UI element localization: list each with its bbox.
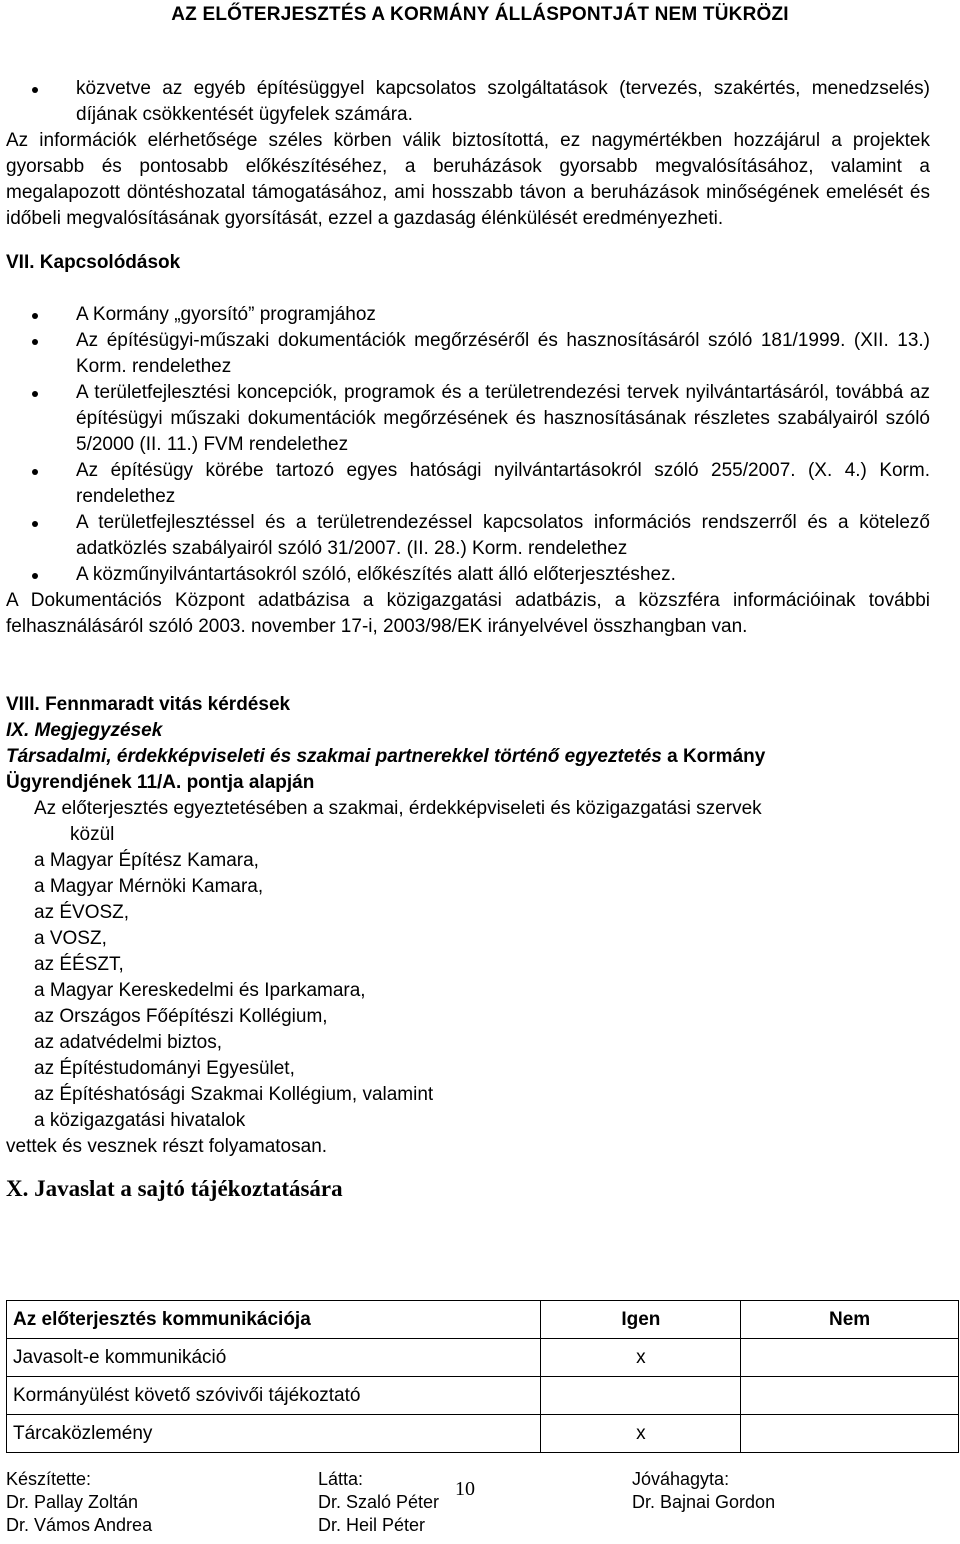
list-item (6, 510, 930, 562)
list-item: az adatvédelmi biztos, (34, 1032, 222, 1053)
list-item: az Építéstudományi Egyesület, (34, 1058, 295, 1079)
section-8-title: VIII. Fennmaradt vitás kérdések (6, 694, 291, 715)
table-header: Az előterjesztés kommunikációja (7, 1301, 541, 1339)
list-item: az ÉÉSZT, (34, 954, 124, 975)
table-row (7, 1339, 959, 1377)
list-item: a VOSZ, (34, 928, 107, 949)
table-cell: Tárcaközlemény (7, 1415, 541, 1453)
list-item-text: A közműnyilvántartásokról szóló, előkészítés alatt álló előterjesztéshez. (76, 564, 676, 585)
list-item-text: A területfejlesztési koncepciók, programok és a területrendezési tervek nyilvántartásáról, továbbá az építésügyi műszaki dokumentációk megőrzésének és hasznosításának részletes szabályairól szóló 5/2000 (II. 11.) FVM rendelethez (76, 382, 930, 455)
section-9-lead: Az előterjesztés egyeztetésében a szakmai, érdekképviseleti és közigazgatási szervek (34, 798, 762, 819)
table-cell: Kormányülést követő szóvivői tájékoztató (7, 1377, 541, 1415)
list-item-text: A Kormány „gyorsító” programjához (76, 304, 376, 325)
signature-label: Jóváhagyta: (632, 1469, 730, 1489)
list-item: az Építéshatósági Szakmai Kollégium, valamint (34, 1084, 434, 1105)
list-item: a Magyar Kereskedelmi és Iparkamara, (34, 980, 366, 1001)
list-item-text: A területfejlesztéssel és a területrendezéssel kapcsolatos információs rendszerről és a kötelező adatközlés szabályairól szóló 31/2007. (II. 28.) Korm. rendelethez (76, 512, 930, 559)
table-header-row (7, 1301, 959, 1339)
list-item: a Magyar Építész Kamara, (34, 850, 259, 871)
table-cell (741, 1415, 959, 1453)
section-9-title: IX. Megjegyzések (6, 720, 163, 741)
signature-label: Látta: (318, 1469, 364, 1489)
list-item (6, 458, 930, 510)
section-9-outro: vettek és vesznek részt folyamatosan. (6, 1136, 328, 1157)
signature-name: Dr. Vámos Andrea (6, 1515, 153, 1535)
section-7-title: VII. Kapcsolódások (6, 252, 181, 273)
signature-label: Készítette: (6, 1469, 92, 1489)
section-7-closing: A Dokumentációs Központ adatbázisa a közigazgatási adatbázis, a közszféra információinak további felhasználásáról szóló 2003. november 17-i, 2003/98/EK irányelvével összhangban van. (6, 590, 930, 637)
confidentiality-header: AZ ELŐTERJESZTÉS A KORMÁNY ÁLLÁSPONTJÁT NEM TÜKRÖZI (171, 4, 789, 25)
list-item (6, 328, 930, 380)
list-item: az Országos Főépítészi Kollégium, (34, 1006, 328, 1027)
intro-paragraph: Az információk elérhetősége széles körben válik biztosítottá, ez nagymértékben hozzájárul a projektek gyorsabb és pontosabb előkészítéséhez, a beruházások gyorsabb megvalósításához, valamint a megalapozott döntéshozatal támogatásához, ami hosszabb távon a beruházások minőségének emelését és időbeli megvalósításának gyorsítását, ezzel a gazdaság élénkülését eredményezheti. (6, 130, 930, 229)
intro-bullet (6, 76, 930, 128)
signature-name: Dr. Bajnai Gordon (632, 1492, 776, 1512)
list-item: a közigazgatási hivatalok (34, 1110, 246, 1131)
bullet-icon (32, 521, 38, 527)
subtitle-italic: Társadalmi, érdekképviseleti és szakmai partnerekkel történő egyeztetés (6, 746, 662, 767)
signature-name: Dr. Pallay Zoltán (6, 1492, 139, 1512)
list-item-text: Az építésügyi-műszaki dokumentációk megőrzéséről és hasznosításáról szóló 181/1999. (XII. 13.) Korm. rendelethez (76, 330, 930, 377)
table-cell: x (541, 1415, 741, 1453)
list-item (6, 302, 930, 328)
signature-prepared (6, 1468, 152, 1537)
list-item (6, 562, 930, 588)
section-9-subtitle (6, 744, 930, 770)
section-7-list (6, 302, 930, 588)
list-item (6, 380, 930, 458)
list-item: a Magyar Mérnöki Kamara, (34, 876, 264, 897)
org-list (6, 848, 930, 1134)
page-number: 10 (455, 1478, 475, 1500)
table-cell (741, 1339, 959, 1377)
bullet-icon (32, 573, 38, 579)
section-10-title: X. Javaslat a sajtó tájékoztatására (6, 1176, 343, 1201)
section-9-lead-cont: közül (70, 824, 115, 845)
table-header: Nem (741, 1301, 959, 1339)
table-cell: x (541, 1339, 741, 1377)
list-item-text: Az építésügy körébe tartozó egyes hatósági nyilvántartásokról szóló 255/2007. (X. 4.) Korm. rendelethez (76, 460, 930, 507)
bullet-icon (32, 391, 38, 397)
section-9-subtitle-line2: Ügyrendjének 11/A. pontja alapján (6, 772, 315, 793)
signature-seen (318, 1468, 439, 1537)
signature-approved (632, 1468, 775, 1514)
subtitle-rest: a Kormány (661, 746, 766, 767)
communication-table (6, 1300, 959, 1453)
bullet-icon (32, 469, 38, 475)
table-row (7, 1415, 959, 1453)
intro-bullet-list (6, 76, 930, 128)
bullet-icon (32, 87, 38, 93)
signature-name: Dr. Heil Péter (318, 1515, 426, 1535)
table-row (7, 1377, 959, 1415)
document-body (6, 76, 930, 1204)
bullet-icon (32, 313, 38, 319)
intro-bullet-text: közvetve az egyéb építésüggyel kapcsolatos szolgáltatások (tervezés, szakértés, menedzselés) díjának csökkentését ügyfelek számára. (76, 78, 930, 125)
signature-name: Dr. Szaló Péter (318, 1492, 440, 1512)
table-cell (741, 1377, 959, 1415)
table-header: Igen (541, 1301, 741, 1339)
table-cell (541, 1377, 741, 1415)
table-cell: Javasolt-e kommunikáció (7, 1339, 541, 1377)
list-item: az ÉVOSZ, (34, 902, 130, 923)
bullet-icon (32, 339, 38, 345)
